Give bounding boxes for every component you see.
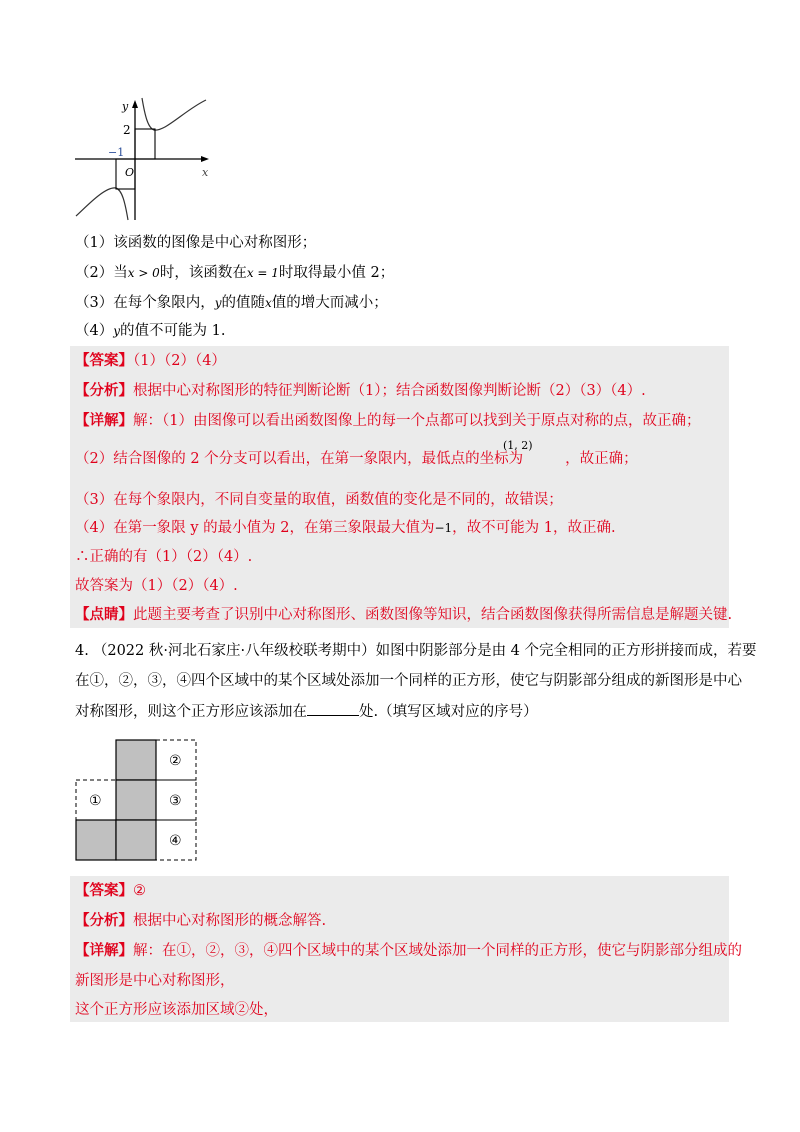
- detail-text: （2）结合图像的 2 个分支可以看出，在第一象限内，最低点的坐标为: [75, 451, 524, 467]
- statement-text: 在每个象限内，: [113, 295, 215, 311]
- statement-text: 值的增大而减小；: [271, 295, 388, 311]
- detail-text: ，故不可能为 1，故正确.: [452, 520, 616, 536]
- q3-detail-line-4: [75, 517, 616, 539]
- q3-detail-line-2: [75, 439, 638, 470]
- y-axis-arrow: [132, 100, 138, 108]
- question-text: 在①，②，③，④四个区域中的某个区域处添加一个同样的正方形，使它与阴影部分组成的新图形是中心: [75, 673, 742, 689]
- q3-analysis: [75, 380, 646, 402]
- detail-text: 这个正方形应该添加区域②处，: [75, 1002, 278, 1018]
- function-graph: [70, 96, 220, 224]
- statement-2: [75, 262, 394, 284]
- curve-first-quadrant: [142, 98, 206, 130]
- squares-figure: [72, 736, 202, 864]
- detail-text: 解：（1）由图像可以看出函数图像上的每一个点都可以找到关于原点对称的点，故正确；: [133, 413, 701, 429]
- analysis-tag: 【分析】: [75, 912, 133, 929]
- detail-text: ，故正确；: [565, 451, 638, 467]
- detail-text: （4）在第一象限 y 的最小值为 2，在第三象限最大值为: [75, 520, 435, 536]
- curve-third-quadrant: [76, 188, 128, 220]
- q3-detail-line-1: [75, 410, 700, 432]
- answer-text: （1）（2）（4）: [133, 353, 226, 369]
- y-axis-label: y: [122, 100, 129, 113]
- statement-text: 时取得最小值 2；: [278, 265, 395, 281]
- question-text: 处.（填写区域对应的序号）: [359, 704, 538, 720]
- detail-text: 解：在①，②，③，④四个区域中的某个区域处添加一个同样的正方形，使它与阴影部分组成的: [133, 943, 742, 959]
- statement-4: [75, 320, 225, 342]
- detail-tag: 【详解】: [75, 942, 133, 959]
- detail-text: 新图形是中心对称图形，: [75, 973, 235, 989]
- q4-detail-line-3: [75, 999, 278, 1021]
- statement-1: [75, 232, 316, 254]
- q4-line-3: [75, 701, 538, 723]
- question-text: （2022 秋·河北石家庄·八年级校联考期中）如图中阴影部分是由 4 个完全相同的正方形拼接而成，若要: [92, 643, 757, 659]
- statement-number: （2）: [75, 265, 114, 281]
- region-label-3: ③: [169, 793, 182, 809]
- shaded-square: [116, 740, 156, 780]
- question-text: 对称图形，则这个正方形应该添加在: [75, 704, 307, 720]
- statement-text: 时，该函数在: [159, 265, 247, 281]
- x-axis-arrow: [201, 156, 209, 162]
- detail-text: （3）在每个象限内，不同自变量的取值，函数值的变化是不同的，故错误；: [75, 492, 563, 508]
- region-label-4: ④: [169, 833, 182, 849]
- answer-blank: [307, 701, 359, 716]
- analysis-text: 根据中心对称图形的特征判断论断（1）；结合函数图像判断论断（2）（3）（4）.: [133, 383, 646, 399]
- q3-final: [75, 575, 238, 597]
- analysis-text: 根据中心对称图形的概念解答.: [133, 913, 327, 929]
- math-expression: y: [113, 324, 121, 338]
- statement-3: [75, 292, 388, 314]
- tick-label-neg-one: −1: [108, 146, 125, 159]
- q3-therefore: [75, 546, 252, 568]
- analysis-tag: 【分析】: [75, 382, 133, 399]
- math-expression: x = 1: [246, 266, 279, 280]
- q4-answer: [75, 880, 146, 902]
- answer-tag: 【答案】: [75, 352, 133, 369]
- q4-line-2: [75, 670, 742, 692]
- answer-tag: 【答案】: [75, 882, 133, 899]
- x-axis-label: x: [202, 166, 209, 179]
- statement-text: 的值不可能为 1.: [120, 323, 226, 339]
- q3-detail-line-3: [75, 489, 563, 511]
- statement-text: 的值随: [221, 295, 266, 311]
- q3-comment: [75, 604, 732, 626]
- region-label-1: ①: [89, 793, 102, 809]
- math-expression: −1: [434, 521, 453, 535]
- shaded-square: [76, 820, 116, 860]
- statement-number: （3）: [75, 295, 114, 311]
- statement-number: （4）: [75, 323, 114, 339]
- coordinate-point: (1, 2): [503, 439, 533, 452]
- math-expression: y: [214, 296, 222, 310]
- comment-tag: 【点睛】: [75, 606, 133, 623]
- shaded-square: [116, 780, 156, 820]
- therefore-text: ∴正确的有（1）（2）（4）.: [75, 549, 253, 565]
- origin-label: O: [125, 166, 135, 179]
- statement-text: 该函数的图像是中心对称图形；: [113, 235, 317, 251]
- comment-text: 此题主要考查了识别中心对称图形、函数图像等知识，结合函数图像获得所需信息是解题关键.: [133, 607, 733, 623]
- tick-label-two: 2: [123, 123, 131, 137]
- guide-box-positive: [135, 129, 155, 159]
- math-expression: x: [265, 296, 272, 310]
- q4-line-1: [75, 640, 757, 662]
- q3-answer: [75, 350, 226, 372]
- math-expression: x > 0: [127, 266, 160, 280]
- region-label-2: ②: [169, 753, 182, 769]
- question-number: 4.: [75, 643, 89, 659]
- statement-number: （1）: [75, 235, 114, 251]
- shaded-square: [116, 820, 156, 860]
- final-answer-text: 故答案为（1）（2）（4）.: [75, 578, 238, 594]
- statement-text: 当: [113, 265, 128, 281]
- answer-text: ②: [133, 883, 146, 899]
- q4-analysis: [75, 910, 326, 932]
- detail-tag: 【详解】: [75, 412, 133, 429]
- q4-detail-line-2: [75, 970, 235, 992]
- q4-detail-line-1: [75, 940, 742, 962]
